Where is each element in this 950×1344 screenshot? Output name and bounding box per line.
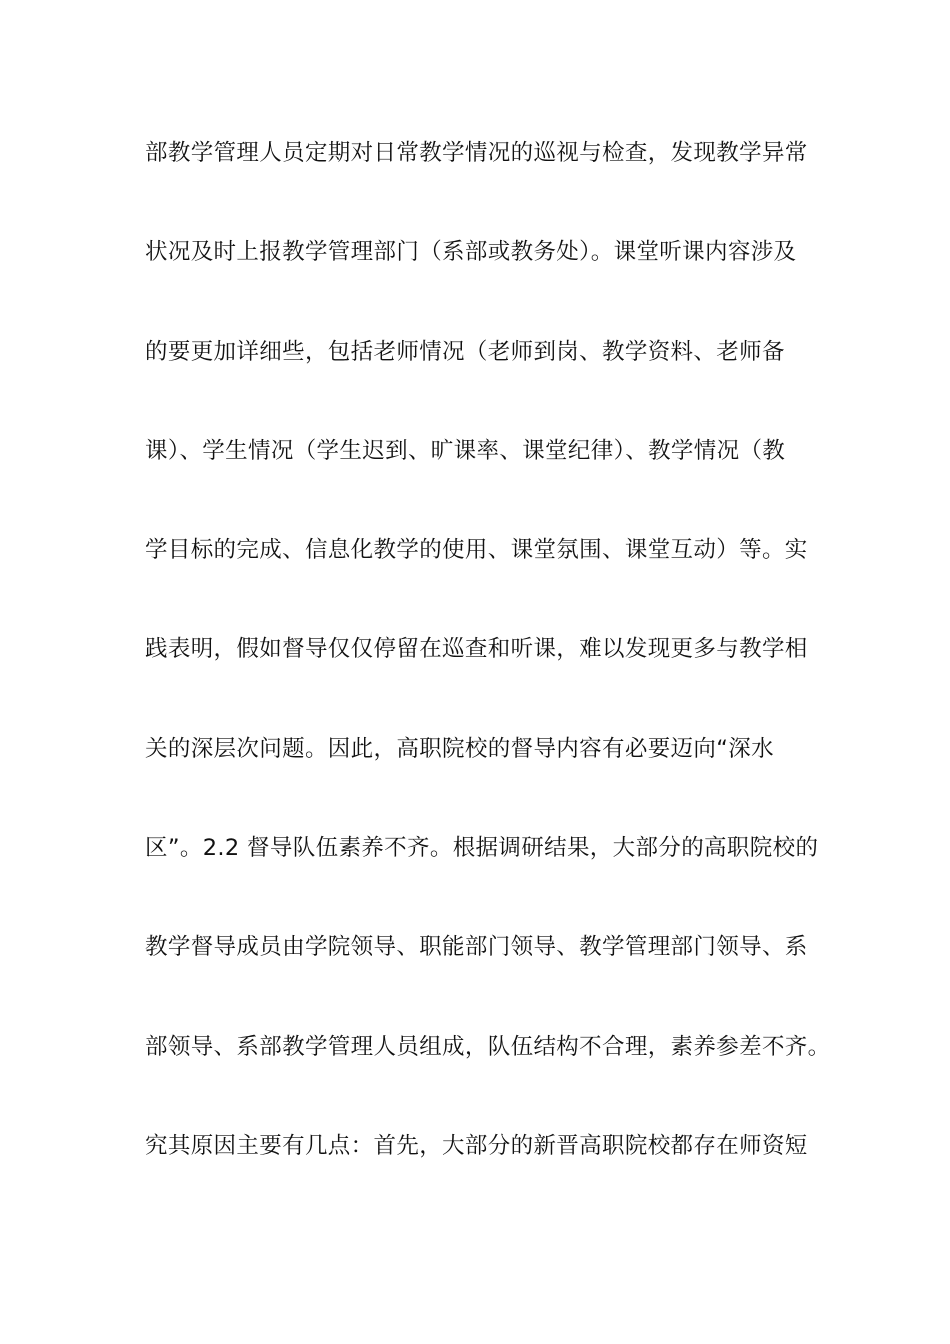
text-line: 关的深层次问题。因此，高职院校的督导内容有必要迈向“深水 [145, 735, 774, 762]
text-line: 部教学管理人员定期对日常教学情况的巡视与检查，发现教学异常 [145, 140, 808, 166]
text-line: 状况及时上报教学管理部门（系部或教务处）。课堂听课内容涉及 [145, 239, 797, 266]
text-line: 课）、学生情况（学生迟到、旷课率、课堂纪律）、教学情况（教 [145, 437, 786, 464]
text-line: 部领导、系部教学管理人员组成，队伍结构不合理，素养参差不齐。 [145, 1033, 831, 1060]
text-line: 究其原因主要有几点：首先，大部分的新晋高职院校都存在师资短 [145, 1132, 808, 1159]
text-line: 区”。2.2 督导队伍素养不齐。根据调研结果，大部分的高职院校的 [145, 835, 819, 862]
text-line: 学目标的完成、信息化教学的使用、课堂氛围、课堂互动）等。实 [145, 537, 808, 564]
body-text [145, 128, 831, 1220]
text-line: 的要更加详细些，包括老师情况（老师到岗、教学资料、老师备 [145, 338, 785, 365]
text-line: 教学督导成员由学院领导、职能部门领导、教学管理部门领导、系 [145, 934, 808, 961]
text-line: 践表明，假如督导仅仅停留在巡查和听课，难以发现更多与教学相 [145, 636, 808, 663]
